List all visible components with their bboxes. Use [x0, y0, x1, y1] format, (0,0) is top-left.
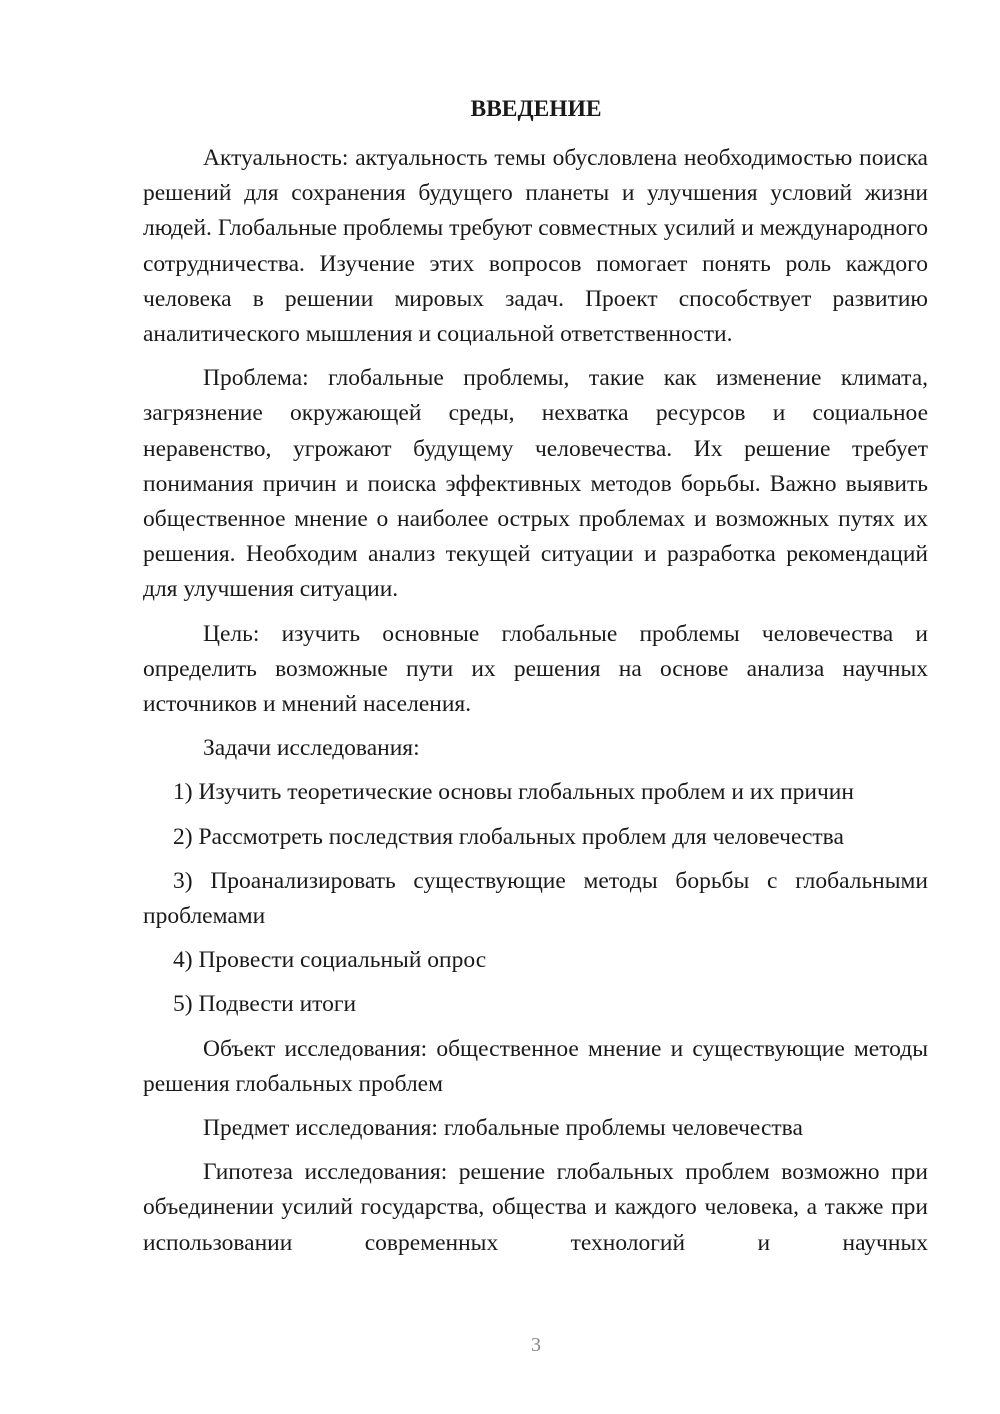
task-item: 3) Проанализировать существующие методы борьбы с глобальными проблемами: [143, 867, 928, 930]
page-title: ВВЕДЕНИЕ: [470, 96, 602, 122]
task-item: 2) Рассмотреть последствия глобальных проблем для человечества: [173, 823, 844, 850]
task-item: 5) Подвести итоги: [173, 991, 357, 1018]
subject-paragraph: Предмет исследования: глобальные проблемы человечества: [203, 1115, 803, 1142]
task-item: 1) Изучить теоретические основы глобальных проблем и их причин: [173, 779, 854, 806]
task-item: 4) Провести социальный опрос: [173, 947, 487, 974]
tasks-heading: Задачи исследования:: [203, 735, 420, 762]
page-number: 3: [531, 1334, 541, 1356]
goal-paragraph: Цель: изучить основные глобальные проблемы человечества и определить возможные пути их решения на основе анализа научных источников и мнений населения.: [143, 620, 928, 718]
problem-paragraph: Проблема: глобальные проблемы, такие как изменение климата, загрязнение окружающей среды, нехватка ресурсов и социальное неравенство, угрожают будущему человечества. Их решение требует понимания причин и поиска эффективных методов борьбы. Важно выявить общественное мнение о наиболее острых проблемах и возможных путях их решения. Необходим анализ текущей ситуации и разработка рекомендаций для улучшения ситуации.: [143, 365, 928, 603]
object-paragraph: Объект исследования: общественное мнение и существующие методы решения глобальных проблем: [143, 1035, 928, 1097]
document-body: [143, 141, 928, 1261]
relevance-paragraph: Актуальность: актуальность темы обусловлена необходимостью поиска решений для сохранения будущего планеты и улучшения условий жизни людей. Глобальные проблемы требуют совместных усилий и международного сотрудничества. Изучение этих вопросов помогает понять роль каждого человека в решении мировых задач. Проект способствует развитию аналитического мышления и социальной ответственности.: [143, 145, 928, 348]
hypothesis-paragraph: Гипотеза исследования: решение глобальных проблем возможно при объединении усилий государства, общества и каждого человека, а также при использовании современных технологий и научных: [143, 1159, 928, 1256]
